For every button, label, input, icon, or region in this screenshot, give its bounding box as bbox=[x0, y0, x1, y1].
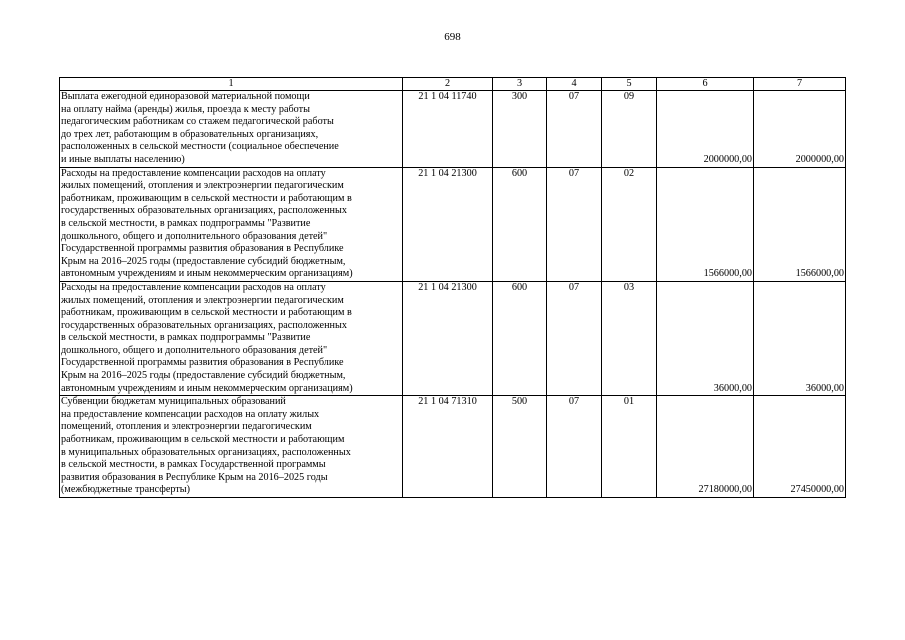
column-header: 7 bbox=[754, 78, 846, 91]
table-row bbox=[60, 167, 846, 281]
row-section-code: 07 bbox=[547, 281, 602, 395]
row-kind-code: 600 bbox=[493, 281, 547, 395]
row-subsection-code: 01 bbox=[602, 396, 657, 498]
row-amount-2: 2000000,00 bbox=[754, 91, 846, 168]
column-header: 3 bbox=[493, 78, 547, 91]
row-target-code: 21 1 04 21300 bbox=[403, 281, 493, 395]
row-subsection-code: 02 bbox=[602, 167, 657, 281]
row-description: Расходы на предоставление компенсации расходов на оплату жилых помещений, отопления и электроэнергии педагогическим работникам, проживающим в сельской местности и работающим в государственных образовательных организациях, расположенных в сельской местности, в рамках подпрограммы "Развитие дошкольного, общего и дополнительного образования детей" Государственной программы развития образования в Республике Крым на 2016–2025 годы (предоставление субсидий бюджетным, автономным учреждениям и иным некоммерческим организациям) bbox=[60, 167, 403, 281]
row-section-code: 07 bbox=[547, 91, 602, 168]
row-amount-1: 27180000,00 bbox=[657, 396, 754, 498]
row-amount-1: 36000,00 bbox=[657, 281, 754, 395]
column-header: 5 bbox=[602, 78, 657, 91]
row-description: Субвенции бюджетам муниципальных образований на предоставление компенсации расходов на оплату жилых помещений, отопления и электроэнергии педагогическим работникам, проживающим в сельской местности и работающим в муниципальных образовательных организациях, расположенных в сельской местности, в рамках Государственной программы развития образования в Республике Крым на 2016–2025 годы (межбюджетные трансферты) bbox=[60, 396, 403, 498]
row-kind-code: 300 bbox=[493, 91, 547, 168]
budget-table bbox=[59, 77, 846, 498]
header-row bbox=[60, 78, 846, 91]
row-amount-2: 36000,00 bbox=[754, 281, 846, 395]
row-subsection-code: 03 bbox=[602, 281, 657, 395]
row-kind-code: 600 bbox=[493, 167, 547, 281]
row-kind-code: 500 bbox=[493, 396, 547, 498]
row-amount-2: 27450000,00 bbox=[754, 396, 846, 498]
row-amount-1: 2000000,00 bbox=[657, 91, 754, 168]
row-description: Выплата ежегодной единоразовой материальной помощи на оплату найма (аренды) жилья, проезда к месту работы педагогическим работникам со стажем педагогической работы до трех лет, работающим в образовательных организациях, расположенных в сельской местности (социальное обеспечение и иные выплаты населению) bbox=[60, 91, 403, 168]
row-section-code: 07 bbox=[547, 396, 602, 498]
column-header: 1 bbox=[60, 78, 403, 91]
row-description: Расходы на предоставление компенсации расходов на оплату жилых помещений, отопления и электроэнергии педагогическим работникам, проживающим в сельской местности и работающим в государственных образовательных организациях, расположенных в сельской местности, в рамках подпрограммы "Развитие дошкольного, общего и дополнительного образования детей" Государственной программы развития образования в Республике Крым на 2016–2025 годы (предоставление субсидий бюджетным, автономным учреждениям и иным некоммерческим организациям) bbox=[60, 281, 403, 395]
row-section-code: 07 bbox=[547, 167, 602, 281]
table-row bbox=[60, 396, 846, 498]
row-target-code: 21 1 04 11740 bbox=[403, 91, 493, 168]
table-row bbox=[60, 91, 846, 168]
column-header: 4 bbox=[547, 78, 602, 91]
page-number: 698 bbox=[444, 31, 461, 43]
row-subsection-code: 09 bbox=[602, 91, 657, 168]
row-target-code: 21 1 04 71310 bbox=[403, 396, 493, 498]
row-target-code: 21 1 04 21300 bbox=[403, 167, 493, 281]
table-row bbox=[60, 281, 846, 395]
row-amount-2: 1566000,00 bbox=[754, 167, 846, 281]
row-amount-1: 1566000,00 bbox=[657, 167, 754, 281]
column-header: 2 bbox=[403, 78, 493, 91]
column-header: 6 bbox=[657, 78, 754, 91]
